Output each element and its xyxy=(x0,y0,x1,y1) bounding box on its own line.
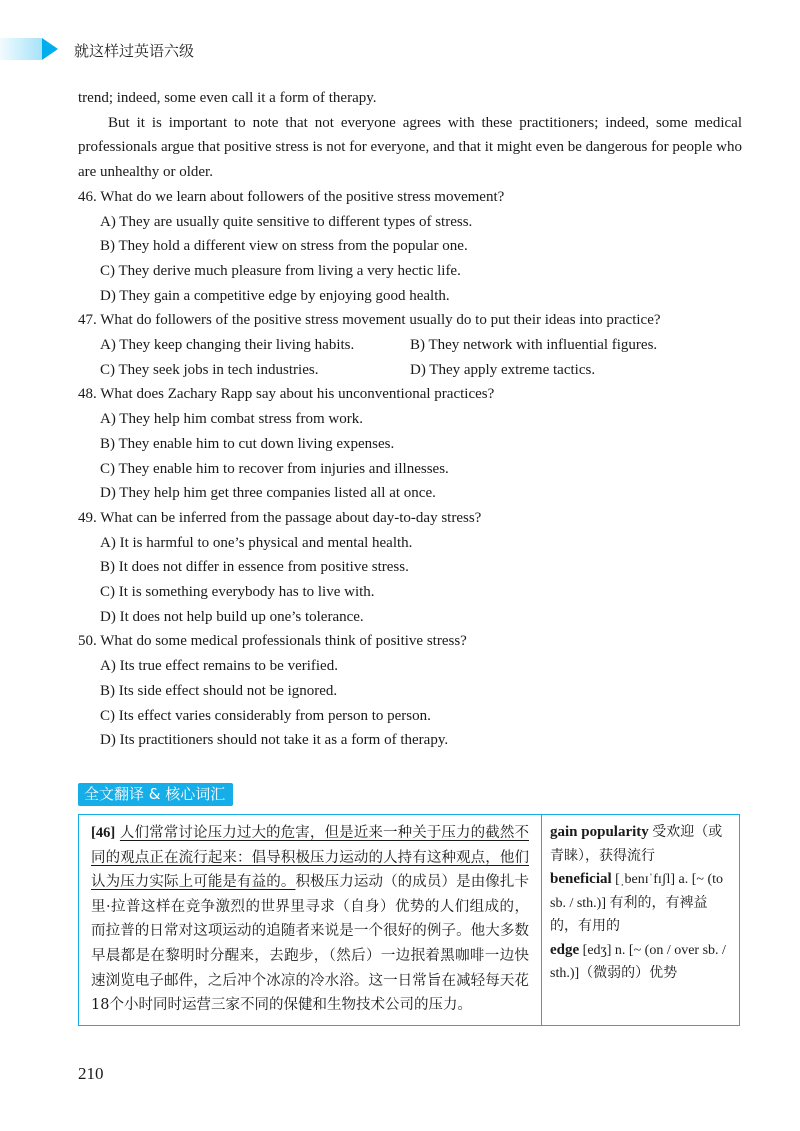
question-stem: 48. What does Zachary Rapp say about his unconventional practices? xyxy=(78,386,495,403)
option-a: A) Its true effect remains to be verified. xyxy=(100,658,338,675)
header-arrow-icon xyxy=(42,38,58,60)
option-d: D) They help him get three companies listed all at once. xyxy=(100,485,436,502)
question-stem: 50. What do some medical professionals think of positive stress? xyxy=(78,633,467,650)
vocab-definition: [edʒ] n. [~ (on / over sb. / sth.)]（微弱的）优势 xyxy=(550,942,726,981)
option-b: B) Its side effect should not be ignored. xyxy=(100,682,338,699)
question-46 xyxy=(78,185,742,309)
option-b: B) They hold a different view on stress from the popular one. xyxy=(100,238,468,255)
question-48 xyxy=(78,382,742,506)
vocab-word: edge xyxy=(550,941,580,958)
option-c: C) It is something everybody has to live with. xyxy=(100,584,375,601)
option-b: B) They network with influential figures. xyxy=(410,337,658,354)
passage-paragraph-tail: trend; indeed, some even call it a form of therapy. xyxy=(78,90,377,106)
translation-rest: 积极压力运动（的成员）是由像扎卡里·拉普这样在竞争激烈的世界里寻求（自身）优势的人们组成的，而拉普的日常对这项运动的追随者来说是一个很好的例子。他大多数早晨都是在黎明时分醒来，去跑步，（然后）一边抿着黑咖啡一边快速浏览电子邮件，之后冲个冰凉的冷水浴。这一日常旨在减轻每天花18个小时同时运营三家不同的保健和生物技术公司的压力。 xyxy=(91,874,530,1014)
book-title: 就这样过英语六级 xyxy=(74,42,195,60)
question-47 xyxy=(78,308,742,382)
option-d: D) They gain a competitive edge by enjoying good health. xyxy=(100,287,450,304)
option-d: D) They apply extreme tactics. xyxy=(410,361,596,378)
translation-text xyxy=(79,815,542,1025)
underlined-translation: 人们常常讨论压力过大的危害，但是近来一种关于压力的截然不同的观点正在流行起来：倡导积极压力运动的人持有这种观点，他们认为压力实际上可能是有益的。 xyxy=(91,825,530,891)
option-b: B) It does not differ in essence from positive stress. xyxy=(100,559,409,576)
question-stem: 46. What do we learn about followers of the positive stress movement? xyxy=(78,188,505,205)
vocab-item xyxy=(550,821,731,868)
paragraph-number: [46] xyxy=(91,825,116,841)
option-d: D) Its practitioners should not take it as a form of therapy. xyxy=(100,732,449,749)
option-a: A) They keep changing their living habits. xyxy=(100,337,355,354)
option-a: A) They help him combat stress from work. xyxy=(100,411,364,428)
option-a: A) They are usually quite sensitive to different types of stress. xyxy=(100,213,473,230)
question-50 xyxy=(78,629,742,753)
option-c: C) Its effect varies considerably from person to person. xyxy=(100,707,431,724)
section-title-badge: 全文翻译 & 核心词汇 xyxy=(78,783,233,806)
question-49 xyxy=(78,506,742,630)
translation-vocab-box xyxy=(78,814,740,1026)
vocab-word: gain popularity xyxy=(550,824,649,840)
question-stem: 49. What can be inferred from the passage about day-to-day stress? xyxy=(78,509,482,526)
vocab-item xyxy=(550,868,731,939)
page-number: 210 xyxy=(78,1064,104,1083)
vocab-list xyxy=(542,815,739,1025)
option-c: C) They enable him to recover from injuries and illnesses. xyxy=(100,460,449,477)
question-stem: 47. What do followers of the positive stress movement usually do to put their ideas into practice? xyxy=(78,312,661,329)
vocab-word: beneficial xyxy=(550,871,612,887)
option-c: C) They seek jobs in tech industries. xyxy=(100,361,319,378)
passage-paragraph: But it is important to note that not everyone agrees with these practitioners; indeed, some medical professionals argue that positive stress is not for everyone, and that it might even be dangerous for people who are unhealthy or older. xyxy=(78,114,742,181)
option-d: D) It does not help build up one’s tolerance. xyxy=(100,608,364,625)
option-a: A) It is harmful to one’s physical and mental health. xyxy=(100,534,413,551)
vocab-definition: 受欢迎（或青睐），获得流行 xyxy=(550,825,723,864)
option-c: C) They derive much pleasure from living a very hectic life. xyxy=(100,262,461,279)
vocab-definition: [ˌbenɪˈfɪʃl] a. [~ (to sb. / sth.)] 有利的，有裨益的，有用的 xyxy=(550,872,724,934)
vocab-item xyxy=(550,939,731,986)
option-b: B) They enable him to cut down living expenses. xyxy=(100,435,395,452)
passage-content xyxy=(78,86,742,753)
header-decoration xyxy=(0,38,42,60)
